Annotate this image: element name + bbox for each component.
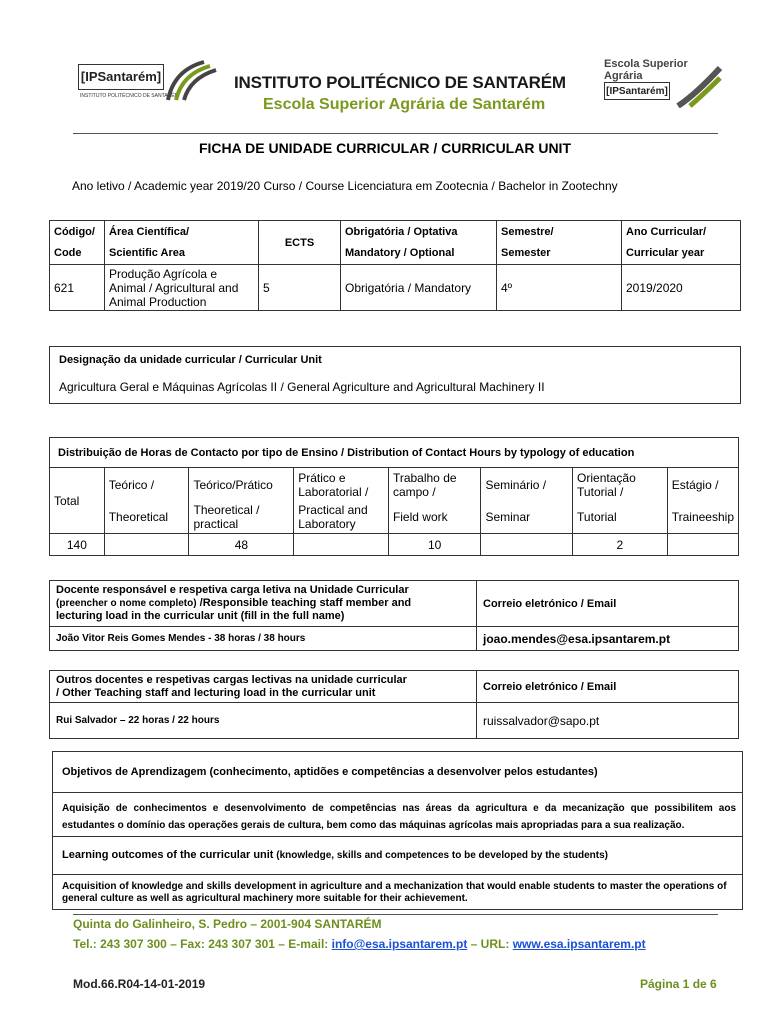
responsible-email: joao.mendes@esa.ipsantarem.pt	[477, 627, 739, 651]
esa-logo-line1: Escola Superior	[604, 58, 688, 70]
objectives-divider-2	[53, 836, 742, 837]
others-label-line2: / Other Teaching staff and lecturing load in the curricular unit	[56, 686, 376, 699]
footer-divider	[73, 914, 718, 915]
col-seminar-en: Seminar	[481, 502, 573, 534]
code-value: 621	[50, 265, 105, 311]
logo-text: [IPSantarém]	[78, 64, 164, 90]
total-label: Total	[50, 468, 105, 534]
footer-tel: Tel.: 243 307 300 – Fax: 243 307 301 – E-mail:	[73, 937, 332, 951]
logo-subtitle: INSTITUTO POLITÉCNICO DE SANTARÉM	[80, 93, 179, 99]
col-seminar-pt: Seminário /	[481, 468, 573, 502]
curricular-unit-box	[49, 346, 741, 404]
curricular-unit-label: Designação da unidade curricular / Curricular Unit	[59, 354, 322, 366]
header-mandatory-en: Mandatory / Optional	[341, 243, 497, 265]
footer-email-link[interactable]: info@esa.ipsantarem.pt	[331, 937, 468, 951]
responsible-label-fill: (preencher o nome completo)	[56, 598, 197, 609]
esa-logo	[604, 58, 724, 110]
col-field-work-en: Field work	[388, 502, 481, 534]
col-theoretical-pt: Teórico /	[104, 468, 189, 502]
objectives-title-en	[62, 849, 608, 861]
responsible-teacher-table	[49, 580, 739, 651]
objectives-title-pt: Objetivos de Aprendizagem (conhecimento, aptidões e competências a desenvolver pelos estudantes)	[62, 766, 598, 778]
header-year-pt: Ano Curricular/	[622, 221, 741, 243]
header-year-en: Curricular year	[622, 243, 741, 265]
header-code-pt: Código/	[50, 221, 105, 243]
header-semester-en: Semester	[497, 243, 622, 265]
school-name: Escola Superior Agrária de Santarém	[263, 96, 546, 113]
header-semester-pt: Semestre/	[497, 221, 622, 243]
curricular-info-table	[49, 220, 741, 311]
objectives-title-en-main: Learning outcomes of the curricular unit	[62, 849, 274, 861]
col-practical-lab-pt: Prático e Laboratorial /	[294, 468, 389, 502]
others-label-line1: Outros docentes e respetivas cargas lectivas na unidade curricular	[56, 673, 407, 686]
header-ects: ECTS	[259, 221, 341, 265]
footer-contact	[73, 937, 646, 951]
responsible-label-en: /Responsible teaching staff member and	[199, 597, 412, 609]
value-seminar	[481, 534, 573, 556]
others-email: ruissalvador@sapo.pt	[477, 703, 739, 739]
value-traineeship	[667, 534, 738, 556]
header-divider	[73, 133, 718, 134]
esa-logo-box: [IPSantarém]	[604, 82, 670, 100]
year-value: 2019/2020	[622, 265, 741, 311]
academic-year-line: Ano letivo / Academic year 2019/20 Curso / Course Licenciatura em Zootecnia / Bachelor in Zootechny	[72, 179, 618, 193]
header-area-pt: Área Científica/	[105, 221, 259, 243]
hours-title: Distribuição de Horas de Contacto por tipo de Ensino / Distribution of Contact Hours by typology of education	[50, 438, 739, 468]
ipsantarem-logo	[78, 60, 218, 102]
header-area-en: Scientific Area	[105, 243, 259, 265]
footer-address: Quinta do Galinheiro, S. Pedro – 2001-904 SANTARÉM	[73, 917, 382, 931]
responsible-label-line1: Docente responsável e respetiva carga letiva na Unidade Curricular	[56, 584, 409, 596]
col-practical-lab-en: Practical and Laboratory	[294, 502, 389, 534]
value-total: 140	[50, 534, 105, 556]
value-practical-lab	[294, 534, 389, 556]
col-traineeship-pt: Estágio /	[667, 468, 738, 502]
responsible-name: João Vitor Reis Gomes Mendes - 38 horas / 38 hours	[50, 627, 477, 651]
col-theoretical-practical-en: Theoretical / practical	[189, 502, 294, 534]
col-tutorial-en: Tutorial	[573, 502, 668, 534]
mandatory-value: Obrigatória / Mandatory	[341, 265, 497, 311]
col-theoretical-en: Theoretical	[104, 502, 189, 534]
responsible-email-label: Correio eletrónico / Email	[477, 581, 739, 627]
footer-url-label: – URL:	[467, 937, 513, 951]
col-traineeship-en: Traineeship	[667, 502, 738, 534]
objectives-divider-3	[53, 874, 742, 875]
objectives-divider-1	[53, 792, 742, 793]
semester-value: 4º	[497, 265, 622, 311]
institution-name: INSTITUTO POLITÉCNICO DE SANTARÉM	[234, 73, 566, 92]
page-title: FICHA DE UNIDADE CURRICULAR / CURRICULAR UNIT	[198, 140, 572, 156]
value-tutorial: 2	[573, 534, 668, 556]
col-field-work-pt: Trabalho de campo /	[388, 468, 481, 502]
others-label	[50, 671, 477, 703]
value-theoretical-practical: 48	[189, 534, 294, 556]
area-value: Produção Agrícola e Animal / Agricultural and Animal Production	[105, 265, 259, 311]
header-code-en: Code	[50, 243, 105, 265]
objectives-title-en-sub: (knowledge, skills and competences to be developed by the students)	[273, 850, 609, 861]
col-tutorial-pt: Orientação Tutorial /	[573, 468, 668, 502]
responsible-label-line3: lecturing load in the curricular unit (fill in the full name)	[56, 610, 345, 622]
responsible-label	[50, 581, 477, 627]
objectives-text-en: Acquisition of knowledge and skills development in agriculture and a mechanization that would enable students to master the operations of general culture as well as agricultural machinery more suitable for their achievement.	[62, 881, 727, 904]
page-number: Página 1 de 6	[640, 977, 717, 991]
footer-url-link[interactable]: www.esa.ipsantarem.pt	[512, 937, 646, 951]
esa-logo-line2: Agrária	[604, 70, 643, 82]
road-icon	[676, 64, 722, 108]
contact-hours-table	[49, 437, 739, 556]
others-email-label: Correio eletrónico / Email	[477, 671, 739, 703]
others-name: Rui Salvador – 22 horas / 22 hours	[50, 703, 477, 739]
ects-value: 5	[259, 265, 341, 311]
objectives-box	[52, 751, 743, 910]
header-mandatory-pt: Obrigatória / Optativa	[341, 221, 497, 243]
other-teachers-table	[49, 670, 739, 739]
form-model-code: Mod.66.R04-14-01-2019	[73, 977, 206, 991]
curricular-unit-name: Agricultura Geral e Máquinas Agrícolas II / General Agriculture and Agricultural Machinery II	[59, 380, 545, 394]
col-theoretical-practical-pt: Teórico/Prático	[189, 468, 294, 502]
value-field-work: 10	[388, 534, 481, 556]
stripes-icon	[164, 60, 220, 102]
objectives-text-pt: Aquisição de conhecimentos e desenvolvimento de competências nas áreas da agricultura e da mecanização que possibilitem aos estudantes o domínio das operações gerais de cultura, bem como das máquinas agrícolas mais apropriadas para a sua realização.	[62, 803, 736, 831]
value-theoretical	[104, 534, 189, 556]
